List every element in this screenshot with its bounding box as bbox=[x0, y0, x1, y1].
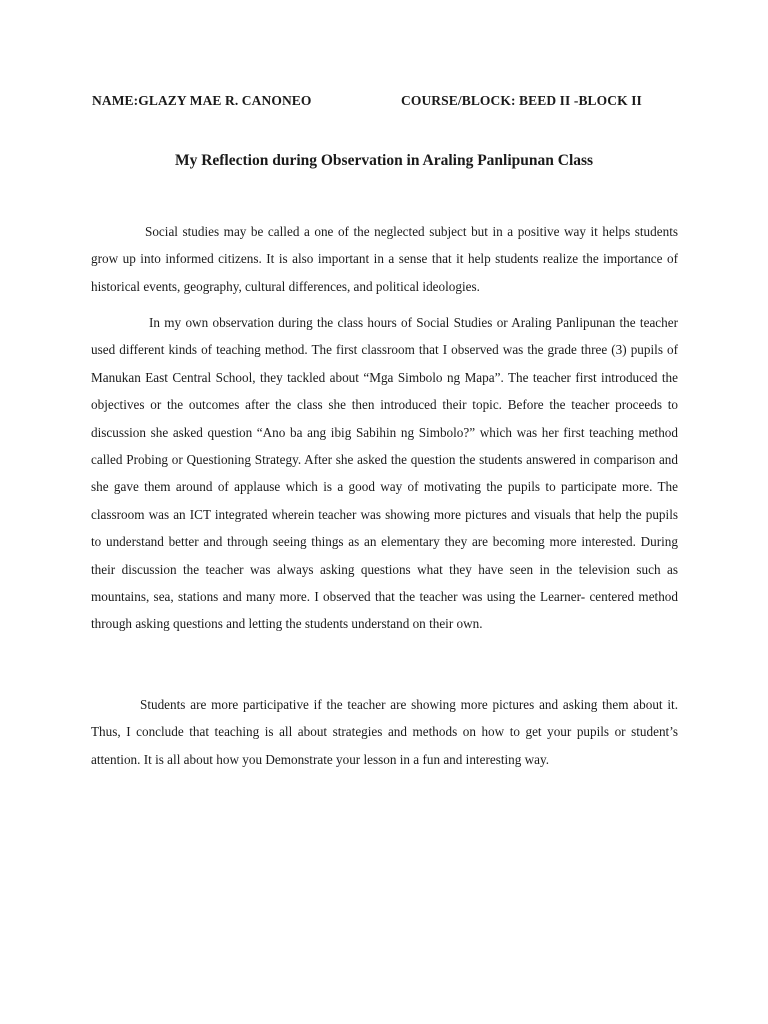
student-name: NAME:GLAZY MAE R. CANONEO bbox=[92, 93, 312, 108]
document-title: My Reflection during Observation in Araling Panlipunan Class bbox=[174, 152, 594, 169]
paragraph-observation: In my own observation during the class hours of Social Studies or Araling Panlipunan the teacher used different kinds of teaching method. The first classroom that I observed was the grade three (3) pupils of Manukan East Central School, they tackled about “Mga Simbolo ng Mapa”. The teacher first introduced the objectives or the outcomes after the class she then introduced their topic. Before the teacher proceeds to discussion she asked question “Ano ba ang ibig Sabihin ng Simbolo?” which was her first teaching method called Probing or Questioning Strategy. After she asked the question the students answered in comparison and she gave them around of applause which is a good way of motivating the pupils to participate more. The classroom was an ICT integrated wherein teacher was showing more pictures and visuals that help the pupils to understand better and through seeing things as an elementary they are becoming more interested. During their discussion the teacher was always asking questions what they have seen in the television such as mountains, sea, stations and many more. I observed that the teacher was using the Learner- centered method through asking questions and letting the students understand on their own. bbox=[91, 315, 678, 632]
paragraph-conclusion: Students are more participative if the teacher are showing more pictures and asking them about it. Thus, I conclude that teaching is all about strategies and methods on how to get your pupils or student’s attention. It is all about how you Demonstrate your lesson in a fun and interesting way. bbox=[91, 697, 678, 767]
course-block: COURSE/BLOCK: BEED II -BLOCK II bbox=[401, 93, 642, 108]
paragraph-intro: Social studies may be called a one of the neglected subject but in a positive way it helps students grow up into informed citizens. It is also important in a sense that it help students realize the importance of historical events, geography, cultural differences, and political ideologies. bbox=[91, 224, 678, 294]
document-header bbox=[92, 93, 692, 113]
